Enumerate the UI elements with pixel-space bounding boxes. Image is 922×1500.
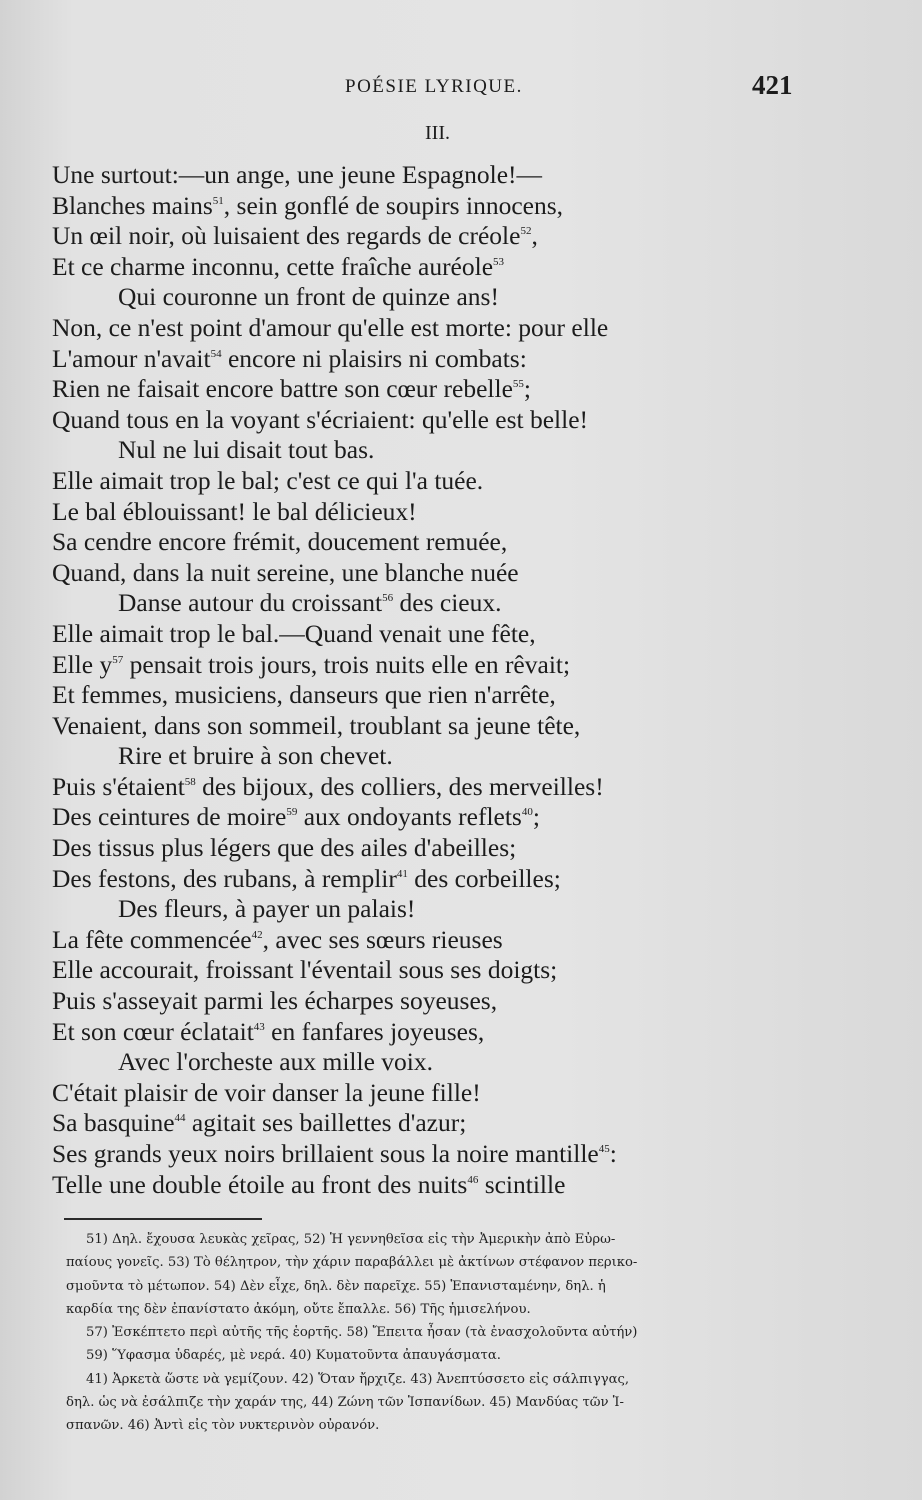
poem-line (52, 588, 672, 619)
poem-line (52, 741, 672, 772)
poem-line-text: Des festons, des rubans, à remplir (52, 863, 397, 893)
poem-line (52, 680, 672, 711)
footnote-line: δηλ. ὡς νὰ ἐσάλπιζε τὴν χαράν της, 44) Ζώνη τῶν Ἱσπανίδων. 45) Μανδύας τῶν Ἱ- (66, 1395, 624, 1411)
poem-line (52, 925, 672, 956)
poem-line (52, 221, 672, 252)
poem-line-text: pensait trois jours, trois nuits elle en rêvait; (123, 649, 571, 679)
poem-line-text: Puis s'asseyait parmi les écharpes soyeuses, (52, 986, 498, 1016)
poem-line (52, 833, 672, 864)
poem-line (52, 191, 672, 222)
poem-line (52, 1078, 672, 1109)
poem-line-text: Rire et bruire à son chevet. (118, 741, 393, 771)
poem-line-text: , (531, 221, 538, 251)
poem-line (52, 711, 672, 742)
poem-line-text: Des tissus plus légers que des ailes d'abeilles; (52, 833, 517, 863)
footnote-ref: 59 (286, 806, 298, 819)
poem-line-text: , avec ses sœurs rieuses (262, 924, 503, 954)
poem-line-text: L'amour n'avait (52, 343, 211, 373)
poem-line-text: Telle une double étoile au front des nuits (52, 1169, 468, 1199)
poem-line-text: Des ceintures de moire (52, 802, 287, 832)
footnote-ref: 55 (512, 378, 524, 391)
poem-line (52, 619, 672, 650)
poem-line-text: : (609, 1139, 617, 1168)
poem-line (52, 160, 672, 191)
footnote-line: 57) Ἐσκέπτετο περὶ αὐτῆς τῆς ἑορτῆς. 58) Ἔπειτα ἦσαν (τὰ ἐνασχολοῦντα αὐτήν) (86, 1325, 638, 1341)
footnote-line: παίους γονεῖς. 53) Τὸ θέλητρον, τὴν χάριν παραβάλλει μὲ ἀκτίνων στέφανον περικο- (66, 1255, 638, 1271)
footnote-ref: 53 (493, 255, 505, 268)
running-head (0, 70, 922, 102)
poem-line-text: , sein gonflé de soupirs innocens, (223, 190, 563, 220)
poem-line (52, 252, 672, 283)
footnote-line: σπανῶν. 46) Ἀντὶ εἰς τὸν νυκτερινὸν οὐρανόν. (66, 1418, 380, 1434)
poem-line (52, 558, 672, 589)
poem-line (52, 1108, 672, 1139)
poem-line-text: Elle aimait trop le bal.—Quand venait une fête, (52, 618, 536, 648)
poem-line (52, 955, 672, 986)
poem-line-text: Et femmes, musiciens, danseurs que rien n'arrête, (52, 680, 556, 710)
poem-line-text: Une surtout:—un ange, une jeune Espagnole!— (52, 160, 543, 189)
poem-line-text: des bijoux, des colliers, des merveilles! (195, 771, 604, 801)
poem-line (52, 650, 672, 681)
footnote-ref: 57 (112, 653, 124, 666)
running-title: POÉSIE LYRIQUE. (345, 76, 523, 97)
footnote-ref: 56 (382, 592, 394, 605)
poem-line (52, 864, 672, 895)
poem-line-text: Le bal éblouissant! le bal délicieux! (52, 496, 417, 526)
poem-line (52, 1170, 672, 1201)
footnote-ref: 44 (174, 1112, 186, 1125)
poem-line (52, 527, 672, 558)
poem-line-text: Qui couronne un front de quinze ans! (118, 282, 499, 312)
poem-line (52, 313, 672, 344)
poem-line-text: ; (523, 374, 532, 404)
footnotes (66, 1228, 854, 1438)
poem-line-text: des corbeilles; (407, 863, 561, 893)
footnote-rule (64, 1218, 262, 1220)
poem-line-text: Sa cendre encore frémit, doucement remuée, (52, 527, 508, 557)
poem-line-text: Et ce charme inconnu, cette fraîche auréole (52, 251, 494, 281)
poem-line-text: ; (532, 802, 540, 832)
poem-line (52, 802, 672, 833)
poem-line-text: Avec l'orcheste aux mille voix. (118, 1047, 433, 1077)
footnote-ref: 41 (396, 867, 408, 880)
poem-line-text: Ses grands yeux noirs brillaient sous la noire mantille (52, 1139, 599, 1168)
poem-line-text: Nul ne lui disait tout bas. (118, 435, 375, 465)
poem-line-text: Quand tous en la voyant s'écriaient: qu'elle est belle! (52, 404, 589, 434)
footnote-ref: 42 (251, 928, 263, 941)
section-number: III. (425, 122, 450, 144)
poem-text (52, 160, 672, 1200)
poem-line-text: des cieux. (393, 588, 502, 618)
poem-line (52, 1047, 672, 1078)
poem-line-text: Elle accourait, froissant l'éventail sous ses doigts; (52, 955, 558, 985)
poem-line-text: Elle aimait trop le bal; c'est ce qui l'a tuée. (52, 465, 484, 495)
footnote-ref: 52 (520, 225, 532, 238)
footnote-line: σμοῦντα τὸ μέτωπον. 54) Δὲν εἶχε, δηλ. δὲν παρεῖχε. 55) Ἐπανισταμένην, δηλ. ἡ (66, 1278, 606, 1294)
poem-line-text: Et son cœur éclatait (52, 1016, 254, 1046)
footnote-line: 51) Δηλ. ἔχουσα λευκὰς χεῖρας, 52) Ἡ γεννηθεῖσα εἰς τὴν Ἀμερικὴν ἀπὸ Εὐρω- (86, 1232, 616, 1247)
poem-line (52, 1139, 672, 1170)
poem-line-text: scintille (478, 1169, 566, 1199)
poem-line-text: Blanches mains (52, 190, 213, 220)
poem-line (52, 405, 672, 436)
poem-line (52, 466, 672, 497)
poem-line-text: aux ondoyants reflets (297, 802, 522, 832)
poem-line (52, 1017, 672, 1048)
poem-line-text: Des fleurs, à payer un palais! (118, 894, 416, 924)
footnote-ref: 40 (521, 806, 533, 819)
poem-line (52, 986, 672, 1017)
poem-line-text: en fanfares joyeuses, (264, 1016, 485, 1046)
poem-line-text: Danse autour du croissant (118, 588, 383, 618)
poem-line (52, 497, 672, 528)
poem-line-text: Puis s'étaient (52, 771, 185, 801)
poem-line-text: Rien ne faisait encore battre son cœur rebelle (52, 374, 513, 404)
poem-line (52, 772, 672, 803)
poem-line-text: C'était plaisir de voir danser la jeune fille! (52, 1077, 481, 1107)
footnote-ref: 51 (212, 194, 224, 207)
poem-line (52, 344, 672, 375)
footnote-ref: 45 (598, 1143, 610, 1155)
footnote-ref: 54 (210, 347, 222, 360)
page-number: 421 (752, 70, 793, 100)
poem-line-text: agitait ses baillettes d'azur; (185, 1108, 467, 1138)
footnote-ref: 43 (253, 1020, 265, 1033)
poem-line-text: Quand, dans la nuit sereine, une blanche nuée (52, 557, 519, 587)
footnote-line: καρδία της δὲν ἐπανίστατο ἀκόμη, οὔτε ἔπαλλε. 56) Τῆς ἡμισελήνου. (66, 1301, 531, 1317)
poem-line-text: encore ni plaisirs ni combats: (221, 343, 527, 373)
poem-line-text: Non, ce n'est point d'amour qu'elle est morte: pour elle (52, 312, 609, 342)
footnote-ref: 58 (184, 775, 196, 788)
poem-line-text: Venaient, dans son sommeil, troublant sa jeune tête, (52, 710, 581, 740)
poem-line (52, 282, 672, 313)
poem-line-text: Sa basquine (52, 1108, 175, 1138)
poem-line (52, 374, 672, 405)
poem-line (52, 435, 672, 466)
poem-line-text: Elle y (52, 649, 113, 679)
footnote-line: 41) Ἀρκετὰ ὥστε νὰ γεμίζουν. 42) Ὅταν ἤρχιζε. 43) Ἀνεπτύσσετο εἰς σάλπιγγας, (86, 1371, 630, 1387)
footnote-ref: 46 (467, 1173, 479, 1186)
footnote-line: 59) Ὕφασμα ὑδαρές, μὲ νερά. 40) Κυματοῦντα ἀπαυγάσματα. (86, 1348, 501, 1364)
poem-line-text: Un œil noir, où luisaient des regards de créole (52, 221, 521, 251)
poem-line (52, 894, 672, 925)
poem-line-text: La fête commencée (52, 924, 252, 954)
